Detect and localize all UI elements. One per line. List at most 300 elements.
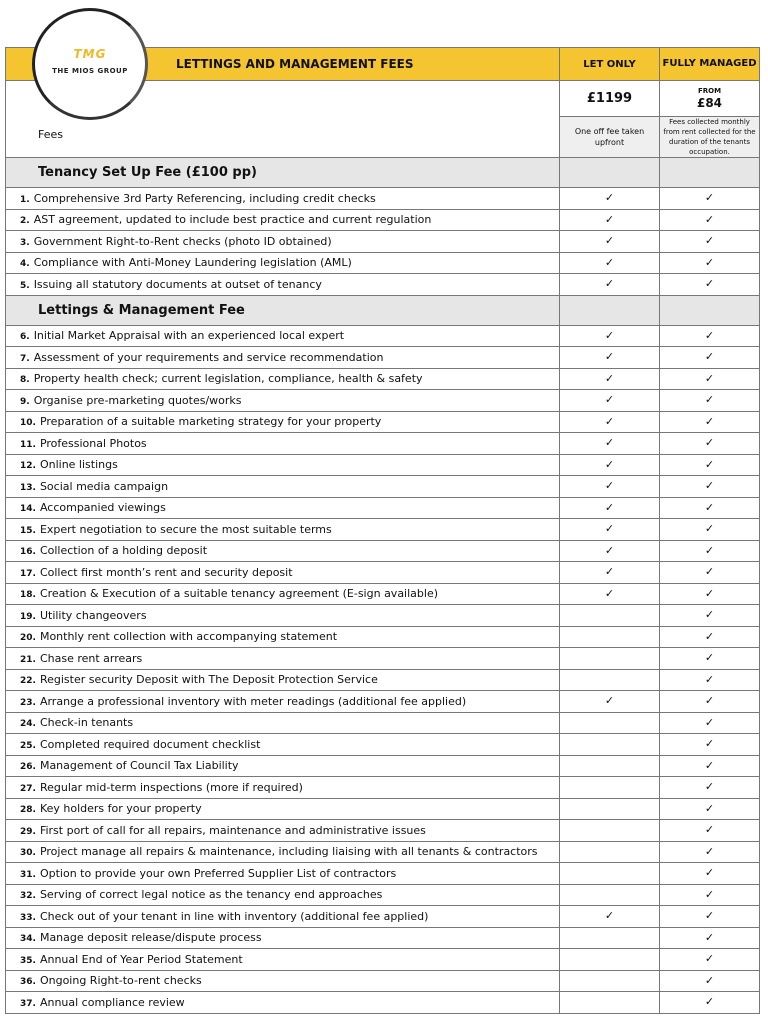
table-title: LETTINGS AND MANAGEMENT FEES	[6, 48, 560, 81]
let-only-check-cell	[560, 476, 660, 498]
item-text: Property health check; current legislation, compliance, health & safety	[33, 372, 423, 386]
item-number: 21.	[20, 654, 36, 665]
item-text: Annual End of Year Period Statement	[39, 952, 243, 966]
item-text: Monthly rent collection with accompanying statement	[39, 630, 338, 644]
fee-item-row	[6, 949, 760, 971]
checkmark-icon: ✓	[704, 844, 715, 858]
fees-table	[5, 47, 760, 1014]
item-number: 33.	[20, 912, 36, 923]
checkmark-icon: ✓	[704, 436, 715, 450]
item-text: Serving of correct legal notice as the tenancy end approaches	[39, 888, 383, 902]
section-empty-cell	[660, 295, 760, 325]
item-text: Arrange a professional inventory with meter readings (additional fee applied)	[39, 694, 467, 708]
fee-item-row	[6, 231, 760, 253]
let-only-check-cell	[560, 927, 660, 949]
let-only-check-cell	[560, 820, 660, 842]
let-only-check-cell	[560, 691, 660, 713]
fee-item-label	[6, 347, 560, 369]
fee-item-row	[6, 691, 760, 713]
item-text: Regular mid-term inspections (more if required)	[39, 780, 303, 794]
item-number: 36.	[20, 977, 36, 988]
checkmark-icon: ✓	[704, 522, 715, 536]
fee-item-row	[6, 798, 760, 820]
fully-managed-check-cell	[660, 325, 760, 347]
item-number: 23.	[20, 697, 36, 708]
item-text: Register security Deposit with The Deposit Protection Service	[39, 673, 378, 687]
let-only-note: One off fee taken upfront	[560, 117, 660, 158]
checkmark-icon: ✓	[704, 995, 715, 1009]
section-empty-cell	[560, 158, 660, 188]
checkmark-icon: ✓	[704, 393, 715, 407]
fully-managed-check-cell	[660, 188, 760, 210]
checkmark-icon: ✓	[704, 629, 715, 643]
let-only-check-cell	[560, 562, 660, 584]
fully-managed-check-cell	[660, 949, 760, 971]
fully-managed-check-cell	[660, 605, 760, 627]
item-text: Check out of your tenant in line with inventory (additional fee applied)	[39, 909, 429, 923]
fee-item-row	[6, 820, 760, 842]
fee-item-row	[6, 476, 760, 498]
let-only-check-cell	[560, 209, 660, 231]
item-number: 6.	[20, 332, 30, 343]
checkmark-icon: ✓	[704, 823, 715, 837]
fully-managed-check-cell	[660, 433, 760, 455]
item-number: 26.	[20, 762, 36, 773]
checkmark-icon: ✓	[704, 952, 715, 966]
fee-item-row	[6, 540, 760, 562]
let-only-check-cell	[560, 734, 660, 756]
fully-managed-from-label: FROM	[697, 87, 722, 95]
fee-item-row	[6, 734, 760, 756]
let-only-check-cell	[560, 648, 660, 670]
fees-sheet	[5, 47, 759, 1014]
item-text: Organise pre-marketing quotes/works	[33, 393, 242, 407]
item-number: 7.	[20, 353, 30, 364]
fully-managed-check-cell	[660, 540, 760, 562]
item-text: Preparation of a suitable marketing strategy for your property	[39, 415, 382, 429]
checkmark-icon: ✓	[704, 780, 715, 794]
fee-item-label	[6, 519, 560, 541]
fee-item-row	[6, 884, 760, 906]
fully-managed-check-cell	[660, 476, 760, 498]
fully-managed-check-cell	[660, 884, 760, 906]
checkmark-icon: ✓	[604, 371, 615, 385]
let-only-check-cell	[560, 863, 660, 885]
item-number: 10.	[20, 418, 36, 429]
fee-item-label	[6, 454, 560, 476]
logo-mark: TMG	[73, 47, 107, 61]
fully-managed-check-cell	[660, 583, 760, 605]
fee-item-row	[6, 433, 760, 455]
let-only-check-cell	[560, 777, 660, 799]
fee-item-label	[6, 583, 560, 605]
fee-item-label	[6, 497, 560, 519]
item-number: 11.	[20, 439, 36, 450]
let-only-check-cell	[560, 755, 660, 777]
item-number: 5.	[20, 280, 30, 291]
let-only-check-cell	[560, 906, 660, 928]
fully-managed-check-cell	[660, 734, 760, 756]
checkmark-icon: ✓	[704, 277, 715, 291]
fee-item-row	[6, 325, 760, 347]
checkmark-icon: ✓	[604, 457, 615, 471]
fee-item-label	[6, 992, 560, 1014]
checkmark-icon: ✓	[604, 522, 615, 536]
item-number: 20.	[20, 633, 36, 644]
fee-item-row	[6, 347, 760, 369]
fee-item-row	[6, 992, 760, 1014]
let-only-check-cell	[560, 390, 660, 412]
checkmark-icon: ✓	[704, 758, 715, 772]
fully-managed-check-cell	[660, 691, 760, 713]
fully-managed-check-cell	[660, 519, 760, 541]
fully-managed-price: £84	[696, 96, 723, 110]
fee-item-row	[6, 755, 760, 777]
checkmark-icon: ✓	[704, 651, 715, 665]
item-text: Annual compliance review	[39, 995, 185, 1009]
logo-company-name: THE MIOS GROUP	[52, 67, 128, 75]
fee-item-label	[6, 540, 560, 562]
fully-managed-check-cell	[660, 562, 760, 584]
item-number: 17.	[20, 568, 36, 579]
item-number: 8.	[20, 375, 30, 386]
item-number: 4.	[20, 259, 30, 270]
fee-item-label	[6, 863, 560, 885]
let-only-check-cell	[560, 540, 660, 562]
fully-managed-check-cell	[660, 252, 760, 274]
fee-item-row	[6, 562, 760, 584]
item-number: 30.	[20, 848, 36, 859]
fee-item-label	[6, 777, 560, 799]
fee-item-label	[6, 691, 560, 713]
let-only-check-cell	[560, 188, 660, 210]
fee-item-row	[6, 209, 760, 231]
fee-item-label	[6, 648, 560, 670]
item-text: Ongoing Right-to-rent checks	[39, 974, 202, 988]
fee-item-label	[6, 231, 560, 253]
fee-item-label	[6, 390, 560, 412]
fee-item-label	[6, 949, 560, 971]
item-number: 25.	[20, 740, 36, 751]
item-number: 27.	[20, 783, 36, 794]
checkmark-icon: ✓	[704, 608, 715, 622]
item-text: Check-in tenants	[39, 716, 134, 730]
fee-item-label	[6, 755, 560, 777]
section-title: Tenancy Set Up Fee (£100 pp)	[6, 158, 560, 188]
fee-item-label	[6, 841, 560, 863]
fully-managed-check-cell	[660, 712, 760, 734]
item-text: Collection of a holding deposit	[39, 544, 208, 558]
fully-managed-check-cell	[660, 992, 760, 1014]
checkmark-icon: ✓	[704, 500, 715, 514]
item-text: Creation & Execution of a suitable tenancy agreement (E-sign available)	[39, 587, 439, 601]
let-only-check-cell	[560, 252, 660, 274]
fee-item-row	[6, 626, 760, 648]
fee-item-row	[6, 605, 760, 627]
fully-managed-check-cell	[660, 497, 760, 519]
item-number: 12.	[20, 461, 36, 472]
fee-item-label	[6, 274, 560, 296]
checkmark-icon: ✓	[704, 565, 715, 579]
checkmark-icon: ✓	[704, 255, 715, 269]
item-number: 16.	[20, 547, 36, 558]
let-only-check-cell	[560, 454, 660, 476]
let-only-check-cell	[560, 669, 660, 691]
fee-item-row	[6, 927, 760, 949]
fully-managed-check-cell	[660, 274, 760, 296]
item-number: 28.	[20, 805, 36, 816]
item-text: Option to provide your own Preferred Supplier List of contractors	[39, 866, 397, 880]
item-text: Expert negotiation to secure the most suitable terms	[39, 522, 332, 536]
checkmark-icon: ✓	[704, 457, 715, 471]
checkmark-icon: ✓	[604, 191, 615, 205]
item-text: Accompanied viewings	[39, 501, 166, 515]
item-text: Utility changeovers	[39, 608, 147, 622]
fully-managed-check-cell	[660, 906, 760, 928]
section-empty-cell	[560, 295, 660, 325]
checkmark-icon: ✓	[704, 737, 715, 751]
checkmark-icon: ✓	[604, 393, 615, 407]
fee-item-row	[6, 252, 760, 274]
fully-managed-check-cell	[660, 454, 760, 476]
checkmark-icon: ✓	[704, 715, 715, 729]
item-number: 37.	[20, 998, 36, 1009]
item-text: First port of call for all repairs, maintenance and administrative issues	[39, 823, 426, 837]
let-only-check-cell	[560, 325, 660, 347]
fully-managed-check-cell	[660, 798, 760, 820]
item-number: 24.	[20, 719, 36, 730]
checkmark-icon: ✓	[704, 479, 715, 493]
fee-item-row	[6, 906, 760, 928]
checkmark-icon: ✓	[704, 212, 715, 226]
item-number: 35.	[20, 955, 36, 966]
checkmark-icon: ✓	[604, 234, 615, 248]
checkmark-icon: ✓	[704, 887, 715, 901]
fee-item-row	[6, 970, 760, 992]
checkmark-icon: ✓	[704, 866, 715, 880]
fee-item-row	[6, 777, 760, 799]
item-number: 13.	[20, 482, 36, 493]
checkmark-icon: ✓	[704, 543, 715, 557]
checkmark-icon: ✓	[704, 371, 715, 385]
fee-item-row	[6, 519, 760, 541]
item-number: 3.	[20, 237, 30, 248]
item-text: Key holders for your property	[39, 802, 202, 816]
item-number: 31.	[20, 869, 36, 880]
checkmark-icon: ✓	[604, 414, 615, 428]
checkmark-icon: ✓	[704, 414, 715, 428]
fully-managed-check-cell	[660, 626, 760, 648]
fee-item-row	[6, 274, 760, 296]
section-header-row	[6, 158, 760, 188]
fully-managed-check-cell	[660, 209, 760, 231]
let-only-check-cell	[560, 992, 660, 1014]
item-text: Project manage all repairs & maintenance, including liaising with all tenants & contractors	[39, 845, 538, 859]
checkmark-icon: ✓	[604, 328, 615, 342]
fee-item-label	[6, 368, 560, 390]
let-only-check-cell	[560, 884, 660, 906]
item-text: AST agreement, updated to include best practice and current regulation	[33, 213, 432, 227]
fee-item-label	[6, 798, 560, 820]
fee-item-label	[6, 712, 560, 734]
checkmark-icon: ✓	[604, 543, 615, 557]
item-text: Issuing all statutory documents at outset of tenancy	[33, 277, 322, 291]
item-text: Management of Council Tax Liability	[39, 759, 239, 773]
fee-item-label	[6, 734, 560, 756]
checkmark-icon: ✓	[604, 212, 615, 226]
item-number: 9.	[20, 396, 30, 407]
checkmark-icon: ✓	[604, 277, 615, 291]
checkmark-icon: ✓	[704, 350, 715, 364]
checkmark-icon: ✓	[704, 801, 715, 815]
fee-item-label	[6, 209, 560, 231]
item-text: Assessment of your requirements and service recommendation	[33, 350, 384, 364]
item-number: 19.	[20, 611, 36, 622]
item-text: Social media campaign	[39, 479, 169, 493]
fully-managed-check-cell	[660, 411, 760, 433]
fee-item-row	[6, 390, 760, 412]
checkmark-icon: ✓	[604, 909, 615, 923]
let-only-check-cell	[560, 347, 660, 369]
checkmark-icon: ✓	[604, 586, 615, 600]
let-only-check-cell	[560, 231, 660, 253]
item-number: 32.	[20, 891, 36, 902]
checkmark-icon: ✓	[604, 255, 615, 269]
fully-managed-price-cell	[660, 81, 760, 117]
item-text: Compliance with Anti-Money Laundering legislation (AML)	[33, 256, 352, 270]
item-text: Collect first month’s rent and security deposit	[39, 565, 293, 579]
section-empty-cell	[660, 158, 760, 188]
fully-managed-check-cell	[660, 777, 760, 799]
fully-managed-check-cell	[660, 927, 760, 949]
fee-item-label	[6, 252, 560, 274]
fee-item-row	[6, 497, 760, 519]
section-header-row	[6, 295, 760, 325]
checkmark-icon: ✓	[704, 909, 715, 923]
fully-managed-check-cell	[660, 755, 760, 777]
fee-item-label	[6, 884, 560, 906]
fee-item-row	[6, 841, 760, 863]
checkmark-icon: ✓	[604, 694, 615, 708]
checkmark-icon: ✓	[604, 479, 615, 493]
let-only-check-cell	[560, 519, 660, 541]
fully-managed-column-header: FULLY MANAGED	[660, 48, 760, 81]
fee-item-label	[6, 476, 560, 498]
checkmark-icon: ✓	[704, 191, 715, 205]
item-number: 29.	[20, 826, 36, 837]
fee-item-label	[6, 927, 560, 949]
checkmark-icon: ✓	[704, 328, 715, 342]
item-text: Professional Photos	[39, 436, 147, 450]
item-number: 34.	[20, 934, 36, 945]
fee-item-label	[6, 820, 560, 842]
fee-item-label	[6, 626, 560, 648]
fully-managed-check-cell	[660, 970, 760, 992]
fee-item-label	[6, 188, 560, 210]
fee-item-row	[6, 411, 760, 433]
checkmark-icon: ✓	[604, 500, 615, 514]
fully-managed-check-cell	[660, 820, 760, 842]
fully-managed-check-cell	[660, 231, 760, 253]
checkmark-icon: ✓	[604, 565, 615, 579]
fee-item-row	[6, 648, 760, 670]
checkmark-icon: ✓	[704, 672, 715, 686]
fully-managed-check-cell	[660, 648, 760, 670]
fee-item-row	[6, 863, 760, 885]
checkmark-icon: ✓	[704, 234, 715, 248]
fee-item-label	[6, 605, 560, 627]
let-only-check-cell	[560, 626, 660, 648]
fully-managed-note: Fees collected monthly from rent collected for the duration of the tenants occupation.	[660, 117, 760, 158]
item-number: 14.	[20, 504, 36, 515]
company-logo	[32, 8, 148, 120]
let-only-check-cell	[560, 411, 660, 433]
fully-managed-check-cell	[660, 669, 760, 691]
fully-managed-check-cell	[660, 347, 760, 369]
let-only-check-cell	[560, 605, 660, 627]
let-only-check-cell	[560, 583, 660, 605]
fee-item-row	[6, 454, 760, 476]
fee-item-label	[6, 325, 560, 347]
item-number: 22.	[20, 676, 36, 687]
checkmark-icon: ✓	[704, 586, 715, 600]
let-only-price: £1199	[560, 81, 660, 117]
checkmark-icon: ✓	[704, 973, 715, 987]
let-only-check-cell	[560, 497, 660, 519]
item-text: Government Right-to-Rent checks (photo ID obtained)	[33, 234, 332, 248]
item-text: Initial Market Appraisal with an experienced local expert	[33, 329, 345, 343]
let-only-check-cell	[560, 368, 660, 390]
let-only-check-cell	[560, 841, 660, 863]
fee-item-label	[6, 669, 560, 691]
fee-item-label	[6, 411, 560, 433]
fully-managed-check-cell	[660, 841, 760, 863]
fully-managed-check-cell	[660, 863, 760, 885]
checkmark-icon: ✓	[604, 436, 615, 450]
let-only-check-cell	[560, 433, 660, 455]
item-text: Manage deposit release/dispute process	[39, 931, 262, 945]
item-number: 18.	[20, 590, 36, 601]
checkmark-icon: ✓	[704, 930, 715, 944]
fully-managed-check-cell	[660, 390, 760, 412]
checkmark-icon: ✓	[704, 694, 715, 708]
let-only-check-cell	[560, 949, 660, 971]
item-number: 15.	[20, 525, 36, 536]
fee-item-row	[6, 188, 760, 210]
item-number: 2.	[20, 216, 30, 227]
let-only-check-cell	[560, 970, 660, 992]
let-only-check-cell	[560, 712, 660, 734]
let-only-check-cell	[560, 798, 660, 820]
fee-item-row	[6, 712, 760, 734]
fully-managed-check-cell	[660, 368, 760, 390]
fee-item-label	[6, 562, 560, 584]
let-only-column-header: LET ONLY	[560, 48, 660, 81]
fee-item-row	[6, 368, 760, 390]
item-text: Comprehensive 3rd Party Referencing, including credit checks	[33, 191, 376, 205]
item-text: Completed required document checklist	[39, 737, 261, 751]
let-only-check-cell	[560, 274, 660, 296]
item-number: 1.	[20, 194, 30, 205]
fee-item-label	[6, 970, 560, 992]
fees-label: Fees	[6, 81, 560, 158]
fee-item-label	[6, 433, 560, 455]
item-text: Chase rent arrears	[39, 651, 143, 665]
fee-item-row	[6, 669, 760, 691]
fee-item-row	[6, 583, 760, 605]
checkmark-icon: ✓	[604, 350, 615, 364]
fee-item-label	[6, 906, 560, 928]
